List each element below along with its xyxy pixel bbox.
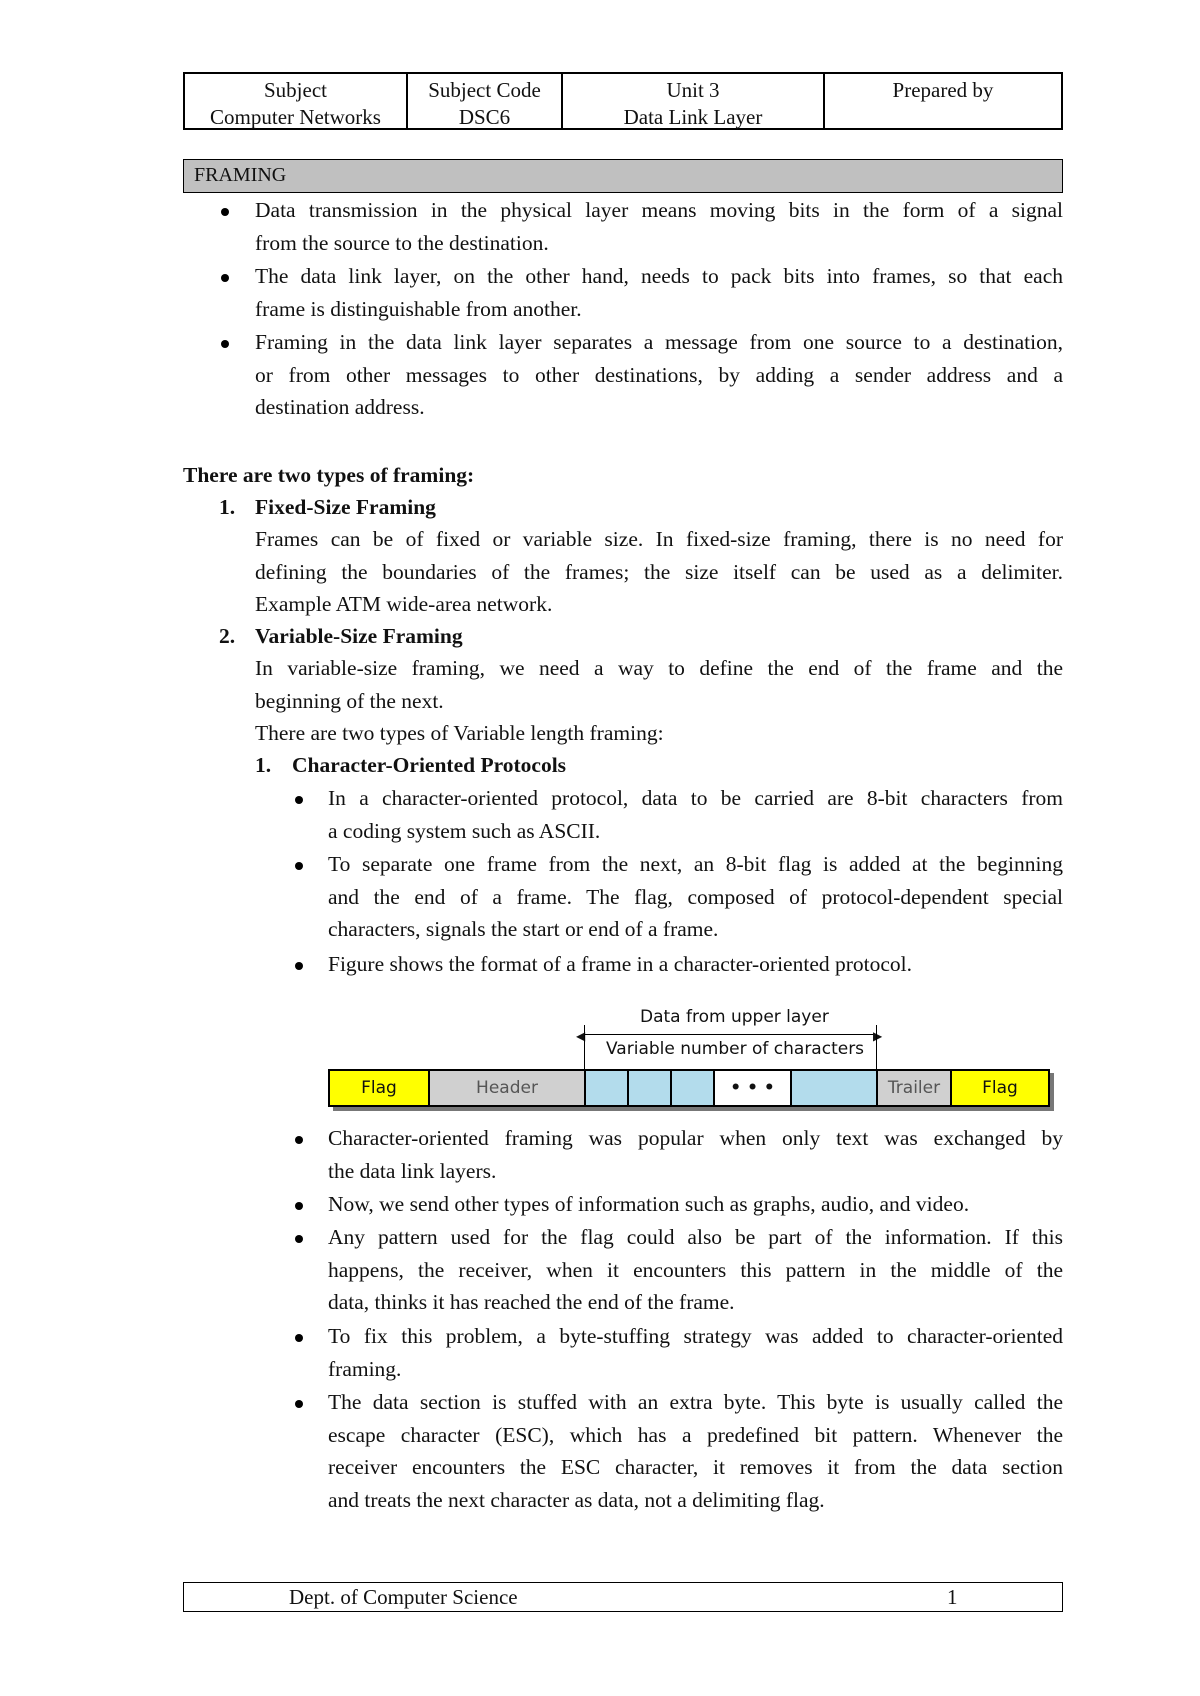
bullet-icon [295, 796, 303, 804]
intro-bullet-3: Framing in the data link layer separates a message from one source to a destination, or from other messages to other destinations, by adding a sender address and a destination address. [255, 330, 1063, 419]
after-bullet-5: The data section is stuffed with an extra byte. This byte is usually called the escape character (ESC), which has a predefined bit pattern. Whenever the receiver encounters the ESC character, it removes it from the data section and treats the next character as data, not a delimiting flag. [328, 1390, 1063, 1512]
header-unit-cell [563, 74, 825, 128]
frame-flag-end: Flag [952, 1071, 1048, 1105]
char-oriented-title: Character-Oriented Protocols [292, 753, 567, 777]
fixed-description: Frames can be of fixed or variable size. In fixed-size framing, there is no need for defining the boundaries of the frames; the size itself can be used as a delimiter. Example ATM wide-area network. [255, 527, 1063, 616]
footer-page-number: 1 [947, 1585, 958, 1609]
header-subject-value: Computer Networks [210, 105, 381, 129]
frame-header: Header [430, 1071, 586, 1105]
char-bullet-3: Figure shows the format of a frame in a character-oriented protocol. [328, 952, 913, 976]
variable-number: 2. [219, 624, 236, 648]
header-code-cell [408, 74, 563, 128]
bullet-icon [295, 1400, 303, 1408]
variable-title: Variable-Size Framing [255, 624, 463, 648]
header-unit-label: Unit 3 [666, 78, 720, 102]
diagram-left-bracket [584, 1025, 585, 1069]
frame-flag-start: Flag [330, 1071, 430, 1105]
variable-description: In variable-size framing, we need a way to define the end of the frame and the beginning of the next. There are two types of Variable length framing: [255, 656, 1063, 745]
page-footer [183, 1582, 1063, 1612]
diagram-upper-layer-label: Data from upper layer [640, 1007, 829, 1027]
bullet-icon [295, 1136, 303, 1144]
header-subject-cell [185, 74, 408, 128]
after-bullet-3: Any pattern used for the flag could also be part of the information. If this happens, the receiver, when it encounters this pattern in the middle of the data, thinks it has reached the end of the frame. [328, 1225, 1063, 1314]
bullet-icon [295, 1202, 303, 1210]
header-prepared-label: Prepared by [892, 78, 994, 102]
diagram-variable-chars-label: Variable number of characters [606, 1039, 865, 1059]
frame-shadow-side [1050, 1073, 1054, 1111]
section-title-framing: FRAMING [183, 159, 1063, 193]
diagram-right-bracket [876, 1025, 877, 1069]
header-code-value: DSC6 [458, 105, 511, 129]
bullet-icon [295, 1334, 303, 1342]
frame-data-ellipsis: • • • [715, 1071, 792, 1105]
frame-trailer: Trailer [878, 1071, 952, 1105]
arrow-right-icon: ▶ [873, 1029, 883, 1043]
frame-data-char [586, 1071, 629, 1105]
types-heading: There are two types of framing: [183, 463, 475, 487]
after-bullet-2: Now, we send other types of information such as graphs, audio, and video. [328, 1192, 970, 1216]
diagram-span-arrow [584, 1034, 876, 1035]
frame-data-char [672, 1071, 715, 1105]
bullet-icon [221, 208, 229, 216]
header-unit-value: Data Link Layer [623, 105, 763, 129]
bullet-icon [295, 1235, 303, 1243]
char-oriented-number: 1. [255, 753, 272, 777]
footer-department: Dept. of Computer Science [289, 1585, 518, 1609]
after-bullet-4: To fix this problem, a byte-stuffing strategy was added to character-oriented framing. [328, 1324, 1063, 1381]
char-bullet-1: In a character-oriented protocol, data to be carried are 8-bit characters from a coding system such as ASCII. [328, 786, 1063, 843]
header-table [183, 72, 1063, 130]
header-code-label: Subject Code [428, 78, 541, 102]
header-subject-label: Subject [264, 78, 327, 102]
frame-data-char [792, 1071, 878, 1105]
bullet-icon [295, 862, 303, 870]
bullet-icon [221, 340, 229, 348]
frame-shadow [333, 1107, 1054, 1111]
header-prepared-cell [825, 74, 1061, 128]
bullet-icon [295, 962, 303, 970]
arrow-left-icon: ◀ [576, 1029, 586, 1043]
frame-data-char [629, 1071, 672, 1105]
after-bullet-1: Character-oriented framing was popular when only text was exchanged by the data link layers. [328, 1126, 1063, 1183]
frame-bar [328, 1069, 1050, 1107]
fixed-number: 1. [219, 495, 236, 519]
intro-bullet-1: Data transmission in the physical layer means moving bits in the form of a signal from the source to the destination. [255, 198, 1063, 255]
intro-bullet-2: The data link layer, on the other hand, needs to pack bits into frames, so that each frame is distinguishable from another. [255, 264, 1063, 321]
bullet-icon [221, 274, 229, 282]
frame-format-diagram [328, 1003, 1058, 1113]
char-bullet-2: To separate one frame from the next, an 8-bit flag is added at the beginning and the end of a frame. The flag, composed of protocol-dependent special characters, signals the start or end of a frame. [328, 852, 1063, 941]
fixed-title: Fixed-Size Framing [255, 495, 436, 519]
